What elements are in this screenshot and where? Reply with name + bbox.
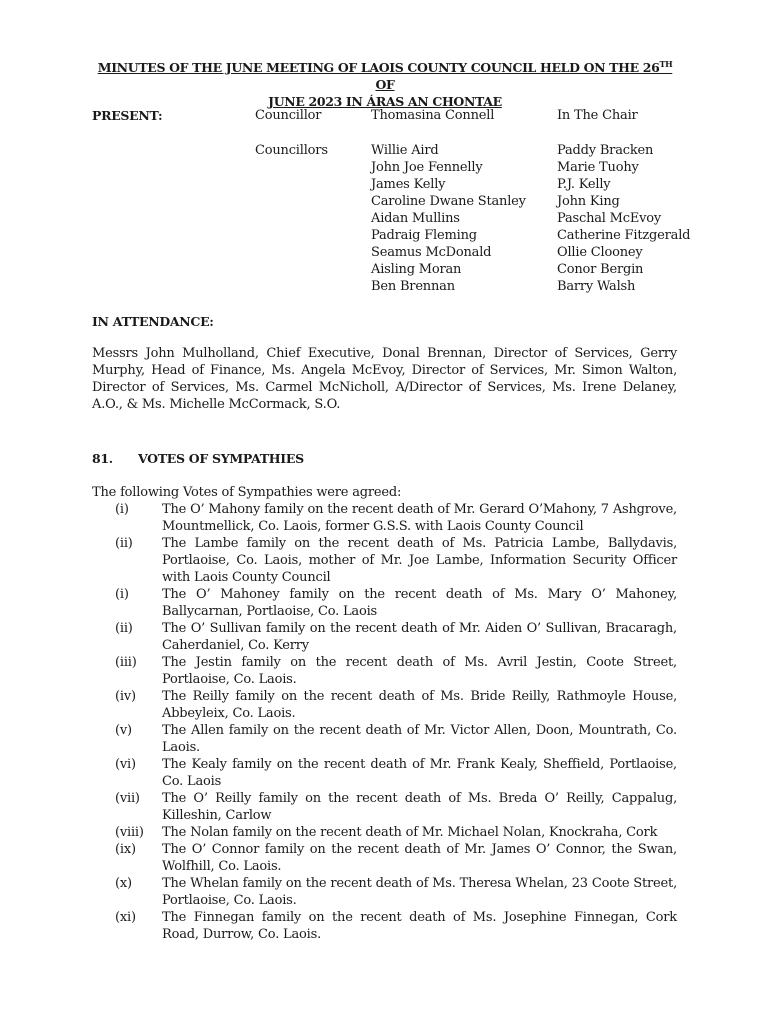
sympathy-item <box>92 875 677 909</box>
sympathy-item-number: (ix) <box>115 842 136 857</box>
sympathy-item <box>92 909 677 943</box>
sympathy-item <box>92 654 677 688</box>
sympathies-list <box>92 501 677 943</box>
councillor-name: James Kelly <box>371 177 446 192</box>
sympathy-item-number: (v) <box>115 723 132 738</box>
sympathy-item <box>92 586 677 620</box>
councillor-name: Catherine Fitzgerald <box>557 228 691 243</box>
title-line-2: JUNE 2023 IN ÁRAS AN CHONTAE <box>268 94 502 110</box>
sympathy-item-number: (iii) <box>115 655 137 670</box>
councillor-name: Paddy Bracken <box>557 143 654 158</box>
sympathy-item-text: The Kealy family on the recent death of Mr. Frank Kealy, Sheffield, Portlaoise, Co. Laois <box>162 757 677 789</box>
sympathy-item-number: (i) <box>115 502 129 517</box>
sympathy-item-text: The O’ Mahony family on the recent death of Mr. Gerard O’Mahony, 7 Ashgrove, Mountmellick, Co. Laois, former G.S.S. with Laois County Council <box>162 502 677 534</box>
sympathy-item <box>92 501 677 535</box>
sympathy-item-text: The O’ Reilly family on the recent death of Ms. Breda O’ Reilly, Cappalug, Killeshin, Carlow <box>162 791 677 823</box>
title-line-1: MINUTES OF THE JUNE MEETING OF LAOIS COUNTY COUNCIL HELD ON THE 26TH OF <box>97 59 673 93</box>
sympathy-item-text: The Finnegan family on the recent death of Ms. Josephine Finnegan, Cork Road, Durrow, Co. Laois. <box>162 910 677 942</box>
councillor-name: Willie Aird <box>371 143 439 158</box>
sympathy-item-number: (i) <box>115 587 129 602</box>
section-number: 81. <box>92 451 113 466</box>
councillors-column-2 <box>557 142 690 295</box>
sympathy-item-text: The Reilly family on the recent death of Ms. Bride Reilly, Rathmoyle House, Abbeyleix, Co. Laois. <box>162 689 677 721</box>
sympathy-item <box>92 620 677 654</box>
section-heading: VOTES OF SYMPATHIES <box>138 451 304 466</box>
councillor-name: Ben Brennan <box>371 279 455 294</box>
sympathy-item-text: The O’ Sullivan family on the recent death of Mr. Aiden O’ Sullivan, Bracaragh, Caherdaniel, Co. Kerry <box>162 621 677 653</box>
councillor-name: Aisling Moran <box>371 262 462 277</box>
sympathies-intro: The following Votes of Sympathies were agreed: <box>92 485 402 500</box>
sympathy-item <box>92 841 677 875</box>
sympathy-item <box>92 824 677 841</box>
councillor-name: Marie Tuohy <box>557 160 639 175</box>
sympathy-item-text: The Whelan family on the recent death of Ms. Theresa Whelan, 23 Coote Street, Portlaoise, Co. Laois. <box>162 876 677 908</box>
sympathy-item-number: (viii) <box>115 825 144 840</box>
sympathy-item-text: The Nolan family on the recent death of Mr. Michael Nolan, Knockraha, Cork <box>162 825 658 840</box>
sympathy-item-number: (vi) <box>115 757 136 772</box>
present-heading: PRESENT: <box>92 108 163 123</box>
councillor-name: Barry Walsh <box>557 279 636 294</box>
councillor-name: Conor Bergin <box>557 262 644 277</box>
sympathy-item <box>92 756 677 790</box>
sympathy-item-number: (iv) <box>115 689 136 704</box>
sympathy-item-number: (xi) <box>115 910 136 925</box>
councillor-name: Ollie Clooney <box>557 245 643 260</box>
sympathy-item-number: (ii) <box>115 621 133 636</box>
councillor-name: John Joe Fennelly <box>371 160 483 175</box>
councillor-name: Caroline Dwane Stanley <box>371 194 526 209</box>
sympathy-item-text: The O’ Mahoney family on the recent death of Ms. Mary O’ Mahoney, Ballycarnan, Portlaoise, Co. Laois <box>162 587 677 619</box>
sympathy-item <box>92 535 677 586</box>
sympathy-item <box>92 722 677 756</box>
councillor-name: P.J. Kelly <box>557 177 611 192</box>
attendance-heading: IN ATTENDANCE: <box>92 314 214 329</box>
sympathy-item-text: The Allen family on the recent death of Mr. Victor Allen, Doon, Mountrath, Co. Laois. <box>162 723 677 755</box>
chair-name: Thomasina Connell <box>371 108 495 123</box>
chair-note: In The Chair <box>557 108 638 123</box>
sympathy-item-text: The Jestin family on the recent death of Ms. Avril Jestin, Coote Street, Portlaoise, Co. Laois. <box>162 655 677 687</box>
attendance-paragraph: Messrs John Mulholland, Chief Executive, Donal Brennan, Director of Services, Gerry Murphy, Head of Finance, Ms. Angela McEvoy, Director of Services, Mr. Simon Walton, Director of Services, Ms. Carmel McNicholl, A/Director of Services, Ms. Irene Delaney, A.O., & Ms. Michelle McCormack, S.O. <box>92 346 677 412</box>
councillor-name: Paschal McEvoy <box>557 211 662 226</box>
councillor-name: Seamus McDonald <box>371 245 492 260</box>
members-role: Councillors <box>255 143 328 158</box>
sympathy-item <box>92 790 677 824</box>
sympathy-item <box>92 688 677 722</box>
sympathy-item-number: (x) <box>115 876 132 891</box>
sympathy-item-number: (ii) <box>115 536 133 551</box>
councillor-name: Padraig Fleming <box>371 228 477 243</box>
chair-role: Councillor <box>255 108 322 123</box>
sympathy-item-text: The O’ Connor family on the recent death of Mr. James O’ Connor, the Swan, Wolfhill, Co. Laois. <box>162 842 677 874</box>
councillor-name: Aidan Mullins <box>371 211 460 226</box>
document-title <box>92 56 678 110</box>
councillor-name: John King <box>557 194 620 209</box>
title-superscript: TH <box>659 59 673 69</box>
sympathy-item-text: The Lambe family on the recent death of Ms. Patricia Lambe, Ballydavis, Portlaoise, Co. Laois, mother of Mr. Joe Lambe, Information Security Officer with Laois County Council <box>162 536 677 585</box>
councillors-column-1 <box>371 142 526 295</box>
sympathy-item-number: (vii) <box>115 791 140 806</box>
